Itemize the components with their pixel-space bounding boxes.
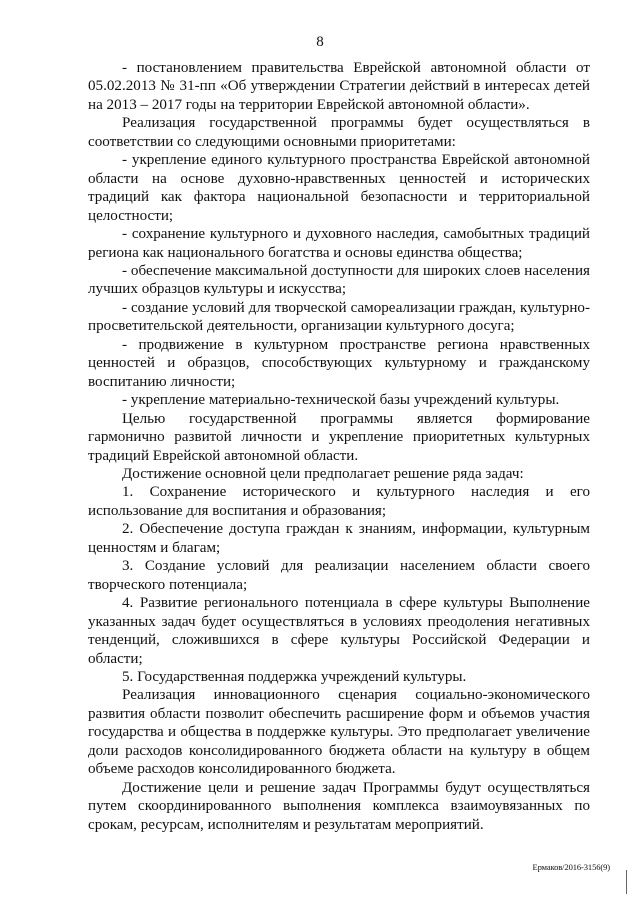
- paragraph-program-goal: Целью государственной программы является формирование гармонично развитой личности и укрепление приоритетных культурных традиций Еврейской автономной области.: [88, 410, 590, 464]
- page-number: 8: [316, 34, 324, 50]
- paragraph-priorities-intro: Реализация государственной программы будет осуществляться в соответствии со следующими основными приоритетами:: [88, 115, 590, 150]
- paragraph-tasks-intro: Достижение основной цели предполагает решение ряда задач:: [122, 465, 524, 482]
- paragraph-task-3: 3. Создание условий для реализации населением области своего творческого потенциала;: [88, 558, 590, 593]
- paragraph-innovation-scenario: Реализация инновационного сценария социально-экономического развития области позволит обеспечить расширение форм и объемов участия государства и общества в поддержке культуры. Это предполагает увеличение доли расходов консолидированного бюджета области на культуру в общем объеме расходов консолидированного бюджета.: [88, 687, 590, 778]
- document-code: Ермаков/2016-3156(9): [532, 862, 610, 872]
- paragraph-priority-cultural-space: - укрепление единого культурного пространства Еврейской автономной области на основе духовно-нравственных ценностей и исторических традиций как фактора национальной безопасности и территориальной целостности;: [88, 152, 590, 224]
- document-body: [88, 59, 590, 834]
- paragraph-priority-accessibility: - обеспечение максимальной доступности для широких слоев населения лучших образцов культуры и искусства;: [88, 262, 590, 298]
- paragraph-task-5: 5. Государственная поддержка учреждений культуры.: [122, 668, 467, 685]
- paragraph-task-1: 1. Сохранение исторического и культурного наследия и его использование для воспитания и образования;: [88, 484, 590, 519]
- margin-mark: [626, 870, 627, 894]
- paragraph-strategy-reference: - постановлением правительства Еврейской автономной области от 05.02.2013 № 31-пп «Об утверждении Стратегии действий в интересах детей на 2013 – 2017 годы на территории Еврейской автономной области».: [88, 60, 590, 113]
- paragraph-task-2: 2. Обеспечение доступа граждан к знаниям, информации, культурным ценностям и благам;: [88, 521, 590, 556]
- paragraph-priority-self-realization: - создание условий для творческой самореализации граждан, культурно-просветительской деятельности, организации культурного досуга;: [88, 299, 590, 335]
- paragraph-priority-heritage: - сохранение культурного и духовного наследия, самобытных традиций региона как национального богатства и основы единства общества;: [88, 226, 590, 261]
- paragraph-task-4: 4. Развитие регионального потенциала в сфере культуры Выполнение указанных задач будет осуществляться в условиях преодоления негативных тенденций, сложившихся в сфере культуры Российской Федерации и области;: [88, 595, 590, 667]
- paragraph-program-implementation: Достижение цели и решение задач Программы будут осуществляться путем скоординированного выполнения комплекса взаимоувязанных по срокам, ресурсам, исполнителям и результатам мероприятий.: [88, 779, 590, 833]
- paragraph-priority-values: - продвижение в культурном пространстве региона нравственных ценностей и образцов, способствующих культурному и гражданскому воспитанию личности;: [88, 336, 590, 390]
- paragraph-priority-infrastructure: - укрепление материально-технической базы учреждений культуры.: [122, 392, 560, 409]
